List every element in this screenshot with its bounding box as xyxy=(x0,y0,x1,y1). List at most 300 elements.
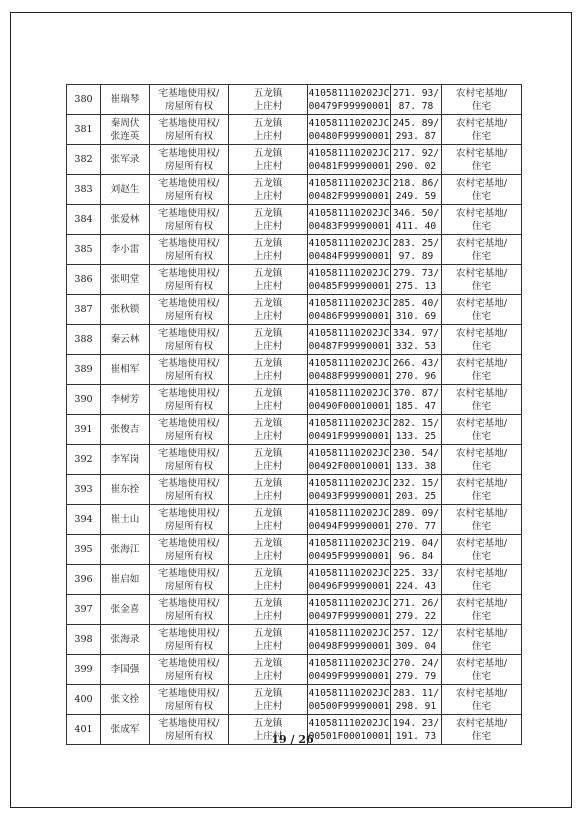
unit-code-line: 00498F99990001 xyxy=(308,640,390,652)
right-type-cell xyxy=(150,475,229,505)
right-type-line: 宅基地使用权/ xyxy=(158,657,220,669)
land-use-line: 农村宅基地/ xyxy=(455,447,508,459)
land-use-line: 住宅 xyxy=(471,370,492,382)
location-cell xyxy=(229,385,308,415)
location-cell xyxy=(229,205,308,235)
right-type-line: 房屋所有权 xyxy=(165,610,213,622)
unit-code-line: 410581110202JC xyxy=(308,717,390,729)
area-value-cell xyxy=(391,685,442,715)
right-type-cell xyxy=(150,145,229,175)
location-line: 上庄村 xyxy=(253,250,283,262)
record-number-cell: 389 xyxy=(67,355,101,385)
table-row xyxy=(67,565,522,595)
land-use-line: 农村宅基地/ xyxy=(455,477,508,489)
land-use-line: 农村宅基地/ xyxy=(455,657,508,669)
unit-code-line: 00500F99990001 xyxy=(308,700,390,712)
land-use-line: 住宅 xyxy=(471,430,492,442)
right-type-line: 房屋所有权 xyxy=(165,250,213,262)
land-use-cell xyxy=(442,415,522,445)
table-row xyxy=(67,295,522,325)
land-use-cell xyxy=(442,475,522,505)
owner-name-cell xyxy=(101,325,150,355)
area-value-line: 298. 91 xyxy=(395,700,437,712)
owner-name-cell xyxy=(101,265,150,295)
right-type-cell xyxy=(150,415,229,445)
owner-name-cell xyxy=(101,625,150,655)
area-value-line: 257. 12/ xyxy=(392,627,440,639)
unit-code-cell xyxy=(308,475,391,505)
right-type-line: 宅基地使用权/ xyxy=(158,597,220,609)
unit-code-cell xyxy=(308,595,391,625)
area-value-cell xyxy=(391,535,442,565)
record-number-cell: 397 xyxy=(67,595,101,625)
owner-name-line: 张海录 xyxy=(110,634,140,645)
unit-code-line: 410581110202JC xyxy=(308,387,390,399)
unit-code-line: 410581110202JC xyxy=(308,627,390,639)
record-number-cell: 400 xyxy=(67,685,101,715)
unit-code-line: 00496F99990001 xyxy=(308,580,390,592)
owner-name-cell xyxy=(101,415,150,445)
owner-name-cell xyxy=(101,295,150,325)
unit-code-line: 00484F99990001 xyxy=(308,250,390,262)
owner-name-cell xyxy=(101,145,150,175)
unit-code-line: 00480F99990001 xyxy=(308,130,390,142)
area-value-cell xyxy=(391,445,442,475)
unit-code-line: 410581110202JC xyxy=(308,567,390,579)
right-type-line: 宅基地使用权/ xyxy=(158,117,220,129)
unit-code-line: 410581110202JC xyxy=(308,477,390,489)
land-use-cell xyxy=(442,175,522,205)
unit-code-line: 00481F99990001 xyxy=(308,160,390,172)
location-line: 上庄村 xyxy=(253,460,283,472)
unit-code-line: 410581110202JC xyxy=(308,267,390,279)
unit-code-line: 410581110202JC xyxy=(308,597,390,609)
right-type-cell xyxy=(150,445,229,475)
location-line: 五龙镇 xyxy=(253,237,283,249)
right-type-line: 宅基地使用权/ xyxy=(158,537,220,549)
area-value-line: 225. 33/ xyxy=(392,567,440,579)
location-cell xyxy=(229,325,308,355)
unit-code-line: 410581110202JC xyxy=(308,657,390,669)
right-type-cell xyxy=(150,685,229,715)
owner-name-line: 张连英 xyxy=(110,130,140,142)
owner-name-cell xyxy=(101,235,150,265)
right-type-line: 房屋所有权 xyxy=(165,640,213,652)
land-use-line: 农村宅基地/ xyxy=(455,387,508,399)
right-type-line: 房屋所有权 xyxy=(165,220,213,232)
owner-name-line: 张秋锁 xyxy=(110,304,140,315)
owner-name-cell xyxy=(101,355,150,385)
unit-code-cell xyxy=(308,265,391,295)
location-cell xyxy=(229,505,308,535)
land-use-cell xyxy=(442,565,522,595)
right-type-line: 宅基地使用权/ xyxy=(158,87,220,99)
area-value-line: 217. 92/ xyxy=(392,147,440,159)
record-number-cell: 382 xyxy=(67,145,101,175)
area-value-cell xyxy=(391,205,442,235)
area-value-line: 332. 53 xyxy=(395,340,437,352)
location-line: 上庄村 xyxy=(253,430,283,442)
area-value-line: 224. 43 xyxy=(395,580,437,592)
area-value-line: 96. 84 xyxy=(398,550,434,562)
right-type-cell xyxy=(150,205,229,235)
land-use-line: 农村宅基地/ xyxy=(455,237,508,249)
location-line: 五龙镇 xyxy=(253,507,283,519)
record-number-cell: 388 xyxy=(67,325,101,355)
location-cell xyxy=(229,115,308,145)
owner-name-cell xyxy=(101,115,150,145)
unit-code-line: 410581110202JC xyxy=(308,207,390,219)
table-row xyxy=(67,415,522,445)
owner-name-cell xyxy=(101,595,150,625)
right-type-line: 宅基地使用权/ xyxy=(158,717,220,729)
location-cell xyxy=(229,595,308,625)
area-value-line: 249. 59 xyxy=(395,190,437,202)
right-type-line: 宅基地使用权/ xyxy=(158,177,220,189)
land-use-line: 住宅 xyxy=(471,160,492,172)
area-value-line: 293. 87 xyxy=(395,130,437,142)
land-use-line: 农村宅基地/ xyxy=(455,147,508,159)
owner-name-cell xyxy=(101,385,150,415)
location-cell xyxy=(229,415,308,445)
unit-code-line: 00495F99990001 xyxy=(308,550,390,562)
land-use-cell xyxy=(442,625,522,655)
right-type-line: 宅基地使用权/ xyxy=(158,627,220,639)
unit-code-line: 00501F00010001 xyxy=(308,730,390,742)
land-use-cell xyxy=(442,85,522,115)
area-value-line: 245. 89/ xyxy=(392,117,440,129)
location-line: 上庄村 xyxy=(253,580,283,592)
unit-code-cell xyxy=(308,325,391,355)
location-line: 上庄村 xyxy=(253,160,283,172)
table-row xyxy=(67,325,522,355)
right-type-cell xyxy=(150,175,229,205)
land-use-line: 农村宅基地/ xyxy=(455,177,508,189)
right-type-cell xyxy=(150,355,229,385)
right-type-line: 宅基地使用权/ xyxy=(158,207,220,219)
land-use-line: 农村宅基地/ xyxy=(455,717,508,729)
location-cell xyxy=(229,655,308,685)
record-number-cell: 380 xyxy=(67,85,101,115)
unit-code-line: 410581110202JC xyxy=(308,87,390,99)
owner-name-line: 张明堂 xyxy=(110,274,140,285)
right-type-line: 宅基地使用权/ xyxy=(158,477,220,489)
land-use-line: 住宅 xyxy=(471,460,492,472)
area-value-line: 289. 09/ xyxy=(392,507,440,519)
land-use-line: 住宅 xyxy=(471,100,492,112)
land-use-cell xyxy=(442,115,522,145)
right-type-line: 房屋所有权 xyxy=(165,520,213,532)
land-use-cell xyxy=(442,355,522,385)
record-number-cell: 386 xyxy=(67,265,101,295)
unit-code-line: 00482F99990001 xyxy=(308,190,390,202)
area-value-line: 270. 96 xyxy=(395,370,437,382)
right-type-line: 房屋所有权 xyxy=(165,460,213,472)
right-type-line: 宅基地使用权/ xyxy=(158,387,220,399)
location-cell xyxy=(229,145,308,175)
area-value-cell xyxy=(391,145,442,175)
unit-code-line: 00479F99990001 xyxy=(308,100,390,112)
right-type-cell xyxy=(150,565,229,595)
right-type-line: 宅基地使用权/ xyxy=(158,297,220,309)
owner-name-cell xyxy=(101,505,150,535)
unit-code-line: 00485F99990001 xyxy=(308,280,390,292)
area-value-cell xyxy=(391,115,442,145)
land-use-line: 住宅 xyxy=(471,250,492,262)
unit-code-cell xyxy=(308,535,391,565)
record-number-cell: 393 xyxy=(67,475,101,505)
land-use-line: 住宅 xyxy=(471,700,492,712)
location-cell xyxy=(229,295,308,325)
record-number-cell: 401 xyxy=(67,715,101,745)
land-use-line: 住宅 xyxy=(471,550,492,562)
table-row xyxy=(67,475,522,505)
location-line: 五龙镇 xyxy=(253,627,283,639)
land-use-line: 农村宅基地/ xyxy=(455,417,508,429)
area-value-cell xyxy=(391,565,442,595)
land-use-line: 农村宅基地/ xyxy=(455,267,508,279)
right-type-line: 房屋所有权 xyxy=(165,700,213,712)
area-value-line: 271. 26/ xyxy=(392,597,440,609)
land-use-line: 农村宅基地/ xyxy=(455,537,508,549)
owner-name-line: 崔东拴 xyxy=(110,484,140,495)
table-row xyxy=(67,175,522,205)
record-number-cell: 383 xyxy=(67,175,101,205)
right-type-cell xyxy=(150,625,229,655)
location-line: 上庄村 xyxy=(253,670,283,682)
right-type-line: 房屋所有权 xyxy=(165,370,213,382)
table-row xyxy=(67,535,522,565)
land-use-line: 农村宅基地/ xyxy=(455,627,508,639)
unit-code-line: 00490F00010001 xyxy=(308,400,390,412)
right-type-line: 房屋所有权 xyxy=(165,310,213,322)
land-use-cell xyxy=(442,265,522,295)
record-number-cell: 384 xyxy=(67,205,101,235)
location-line: 五龙镇 xyxy=(253,207,283,219)
location-line: 上庄村 xyxy=(253,640,283,652)
right-type-line: 宅基地使用权/ xyxy=(158,417,220,429)
unit-code-line: 410581110202JC xyxy=(308,357,390,369)
unit-code-line: 410581110202JC xyxy=(308,537,390,549)
land-use-cell xyxy=(442,325,522,355)
owner-name-cell xyxy=(101,205,150,235)
area-value-line: 266. 43/ xyxy=(392,357,440,369)
unit-code-line: 00499F99990001 xyxy=(308,670,390,682)
area-value-line: 282. 15/ xyxy=(392,417,440,429)
land-use-cell xyxy=(442,145,522,175)
right-type-cell xyxy=(150,115,229,145)
right-type-line: 房屋所有权 xyxy=(165,340,213,352)
unit-code-line: 00486F99990001 xyxy=(308,310,390,322)
right-type-line: 宅基地使用权/ xyxy=(158,267,220,279)
location-line: 上庄村 xyxy=(253,340,283,352)
land-use-line: 住宅 xyxy=(471,640,492,652)
area-value-line: 283. 11/ xyxy=(392,687,440,699)
location-line: 上庄村 xyxy=(253,220,283,232)
area-value-line: 87. 78 xyxy=(398,100,434,112)
area-value-line: 133. 38 xyxy=(395,460,437,472)
owner-name-line: 李军岗 xyxy=(110,454,140,465)
right-type-cell xyxy=(150,535,229,565)
area-value-line: 310. 69 xyxy=(395,310,437,322)
area-value-line: 279. 73/ xyxy=(392,267,440,279)
land-use-cell xyxy=(442,385,522,415)
unit-code-line: 410581110202JC xyxy=(308,297,390,309)
area-value-line: 370. 87/ xyxy=(392,387,440,399)
location-line: 上庄村 xyxy=(253,520,283,532)
area-value-line: 270. 77 xyxy=(395,520,437,532)
area-value-line: 270. 24/ xyxy=(392,657,440,669)
land-use-line: 住宅 xyxy=(471,490,492,502)
owner-name-cell xyxy=(101,685,150,715)
location-cell xyxy=(229,625,308,655)
owner-name-line: 李树芳 xyxy=(110,394,140,405)
area-value-line: 219. 04/ xyxy=(392,537,440,549)
land-use-line: 住宅 xyxy=(471,130,492,142)
location-line: 上庄村 xyxy=(253,100,283,112)
unit-code-line: 410581110202JC xyxy=(308,117,390,129)
area-value-line: 97. 89 xyxy=(398,250,434,262)
land-use-line: 住宅 xyxy=(471,310,492,322)
unit-code-cell xyxy=(308,625,391,655)
owner-name-line: 张海江 xyxy=(110,544,140,555)
area-value-line: 279. 22 xyxy=(395,610,437,622)
right-type-line: 房屋所有权 xyxy=(165,490,213,502)
location-line: 五龙镇 xyxy=(253,87,283,99)
location-line: 上庄村 xyxy=(253,370,283,382)
right-type-line: 宅基地使用权/ xyxy=(158,237,220,249)
location-cell xyxy=(229,85,308,115)
unit-code-line: 410581110202JC xyxy=(308,687,390,699)
table-row xyxy=(67,355,522,385)
location-line: 五龙镇 xyxy=(253,597,283,609)
land-use-line: 住宅 xyxy=(471,520,492,532)
record-number-cell: 398 xyxy=(67,625,101,655)
unit-code-line: 00488F99990001 xyxy=(308,370,390,382)
unit-code-cell xyxy=(308,145,391,175)
area-value-line: 232. 15/ xyxy=(392,477,440,489)
unit-code-line: 410581110202JC xyxy=(308,237,390,249)
land-use-line: 农村宅基地/ xyxy=(455,327,508,339)
unit-code-line: 410581110202JC xyxy=(308,177,390,189)
table-row xyxy=(67,685,522,715)
area-value-cell xyxy=(391,325,442,355)
table-row xyxy=(67,235,522,265)
right-type-line: 房屋所有权 xyxy=(165,550,213,562)
owner-name-cell xyxy=(101,175,150,205)
land-use-line: 农村宅基地/ xyxy=(455,297,508,309)
location-line: 上庄村 xyxy=(253,280,283,292)
owner-name-line: 张文拴 xyxy=(110,694,140,705)
right-type-cell xyxy=(150,295,229,325)
owner-name-cell xyxy=(101,655,150,685)
location-line: 五龙镇 xyxy=(253,567,283,579)
table-row xyxy=(67,115,522,145)
land-use-cell xyxy=(442,595,522,625)
unit-code-line: 00494F99990001 xyxy=(308,520,390,532)
right-type-line: 房屋所有权 xyxy=(165,130,213,142)
unit-code-line: 00487F99990001 xyxy=(308,340,390,352)
location-cell xyxy=(229,355,308,385)
land-use-line: 住宅 xyxy=(471,190,492,202)
area-value-line: 275. 13 xyxy=(395,280,437,292)
location-cell xyxy=(229,475,308,505)
area-value-line: 334. 97/ xyxy=(392,327,440,339)
record-number-cell: 399 xyxy=(67,655,101,685)
unit-code-cell xyxy=(308,175,391,205)
record-number-cell: 391 xyxy=(67,415,101,445)
area-value-line: 309. 04 xyxy=(395,640,437,652)
location-cell xyxy=(229,565,308,595)
table-row xyxy=(67,445,522,475)
location-line: 五龙镇 xyxy=(253,537,283,549)
land-use-cell xyxy=(442,655,522,685)
area-value-cell xyxy=(391,385,442,415)
right-type-cell xyxy=(150,655,229,685)
land-use-cell xyxy=(442,445,522,475)
location-line: 上庄村 xyxy=(253,130,283,142)
unit-code-line: 00483F99990001 xyxy=(308,220,390,232)
area-value-line: 203. 25 xyxy=(395,490,437,502)
location-line: 五龙镇 xyxy=(253,147,283,159)
area-value-cell xyxy=(391,175,442,205)
area-value-line: 191. 73 xyxy=(395,730,437,742)
record-number-cell: 390 xyxy=(67,385,101,415)
land-use-line: 住宅 xyxy=(471,400,492,412)
owner-name-cell xyxy=(101,535,150,565)
owner-name-line: 李国强 xyxy=(110,664,140,675)
right-type-cell xyxy=(150,595,229,625)
page-number: 19 / 26 xyxy=(271,733,314,746)
unit-code-cell xyxy=(308,565,391,595)
area-value-cell xyxy=(391,655,442,685)
location-line: 五龙镇 xyxy=(253,477,283,489)
unit-code-cell xyxy=(308,685,391,715)
register-body xyxy=(67,85,522,745)
table-row xyxy=(67,145,522,175)
unit-code-line: 410581110202JC xyxy=(308,447,390,459)
owner-name-line: 秦周伏 xyxy=(110,117,140,129)
area-value-line: 185. 47 xyxy=(395,400,437,412)
land-use-line: 农村宅基地/ xyxy=(455,207,508,219)
record-number-cell: 392 xyxy=(67,445,101,475)
right-type-line: 房屋所有权 xyxy=(165,580,213,592)
right-type-line: 宅基地使用权/ xyxy=(158,447,220,459)
right-type-line: 房屋所有权 xyxy=(165,100,213,112)
right-type-line: 房屋所有权 xyxy=(165,730,213,742)
right-type-cell xyxy=(150,385,229,415)
area-value-line: 271. 93/ xyxy=(392,87,440,99)
land-use-cell xyxy=(442,685,522,715)
area-value-cell xyxy=(391,355,442,385)
land-use-cell xyxy=(442,235,522,265)
unit-code-line: 410581110202JC xyxy=(308,327,390,339)
land-use-line: 农村宅基地/ xyxy=(455,117,508,129)
unit-code-line: 00491F99990001 xyxy=(308,430,390,442)
land-use-line: 农村宅基地/ xyxy=(455,567,508,579)
owner-name-line: 李小雷 xyxy=(110,244,140,255)
location-line: 五龙镇 xyxy=(253,117,283,129)
land-use-cell xyxy=(442,505,522,535)
location-line: 上庄村 xyxy=(253,400,283,412)
location-line: 五龙镇 xyxy=(253,297,283,309)
unit-code-cell xyxy=(308,505,391,535)
area-value-line: 290. 02 xyxy=(395,160,437,172)
location-cell xyxy=(229,175,308,205)
right-type-line: 宅基地使用权/ xyxy=(158,327,220,339)
location-cell xyxy=(229,445,308,475)
land-use-line: 住宅 xyxy=(471,280,492,292)
